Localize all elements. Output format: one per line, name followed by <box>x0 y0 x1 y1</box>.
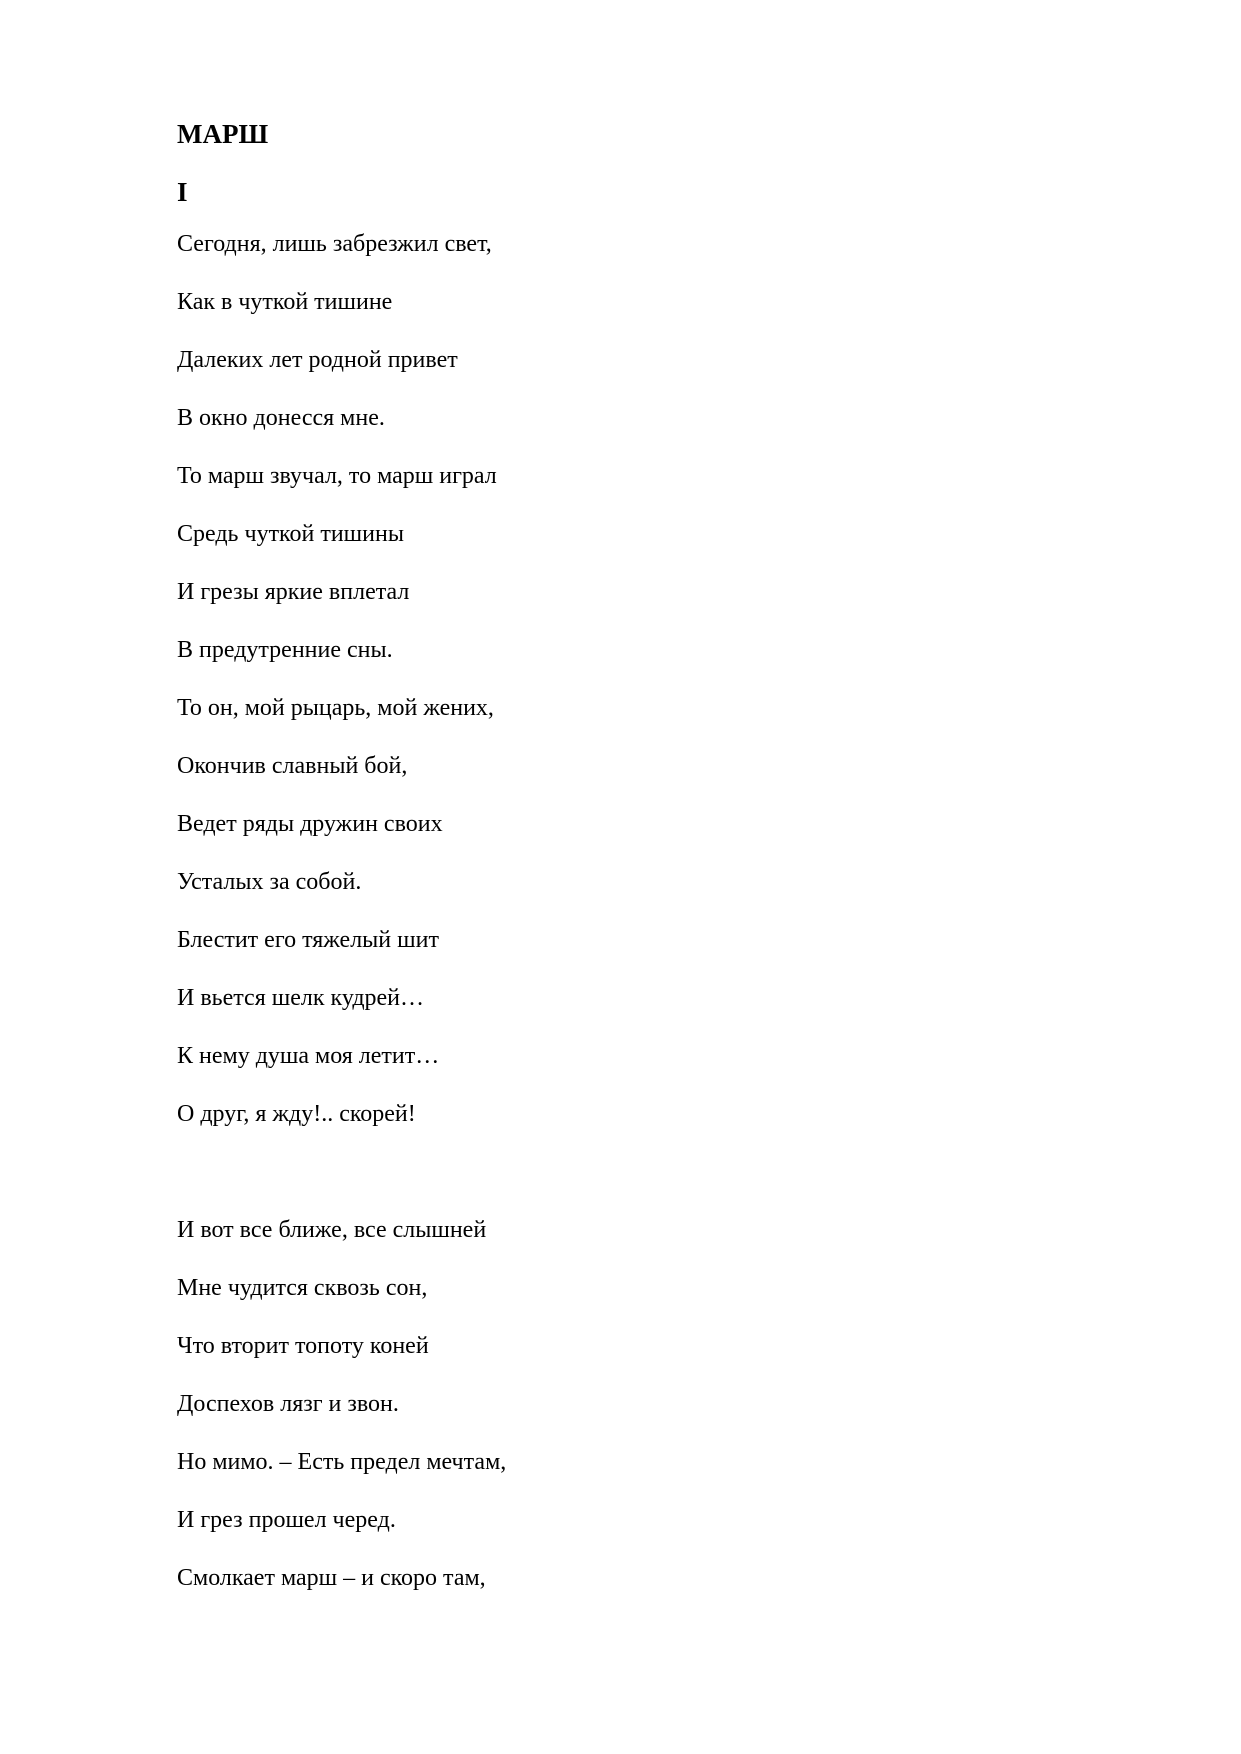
poem-line: И вьется шелк кудрей… <box>177 985 425 1011</box>
poem-line: Сегодня, лишь забрезжил свет, <box>177 231 492 257</box>
poem-line: То он, мой рыцарь, мой жених, <box>177 695 494 721</box>
poem-line: И грезы яркие вплетал <box>177 579 410 605</box>
poem-line: То марш звучал, то марш играл <box>177 463 497 489</box>
poem-line: И вот все ближе, все слышней <box>177 1217 487 1243</box>
poem-line: В предутренние сны. <box>177 637 393 663</box>
poem <box>177 118 1077 1620</box>
poem-line: Мне чудится сквозь сон, <box>177 1275 428 1301</box>
poem-line: О друг, я жду!.. скорей! <box>177 1101 416 1127</box>
poem-line: Но мимо. – Есть предел мечтам, <box>177 1449 507 1475</box>
poem-line: Блестит его тяжелый шит <box>177 927 439 953</box>
poem-line: Что вторит топоту коней <box>177 1333 429 1359</box>
poem-line: Средь чуткой тишины <box>177 521 404 547</box>
poem-line: Далеких лет родной привет <box>177 347 458 373</box>
poem-line: Смолкает марш – и скоро там, <box>177 1565 486 1591</box>
poem-line: К нему душа моя летит… <box>177 1043 440 1069</box>
stanza-2 <box>177 1214 1077 1594</box>
part-number: I <box>177 177 188 207</box>
poem-line: Усталых за собой. <box>177 869 362 895</box>
poem-line: В окно донесся мне. <box>177 405 385 431</box>
poem-line: Как в чуткой тишине <box>177 289 393 315</box>
poem-line: Ведет ряды дружин своих <box>177 811 443 837</box>
stanza-break <box>177 1156 1077 1214</box>
stanza-1 <box>177 228 1077 1130</box>
poem-line: Окончив славный бой, <box>177 753 408 779</box>
poem-title: МАРШ <box>177 119 269 149</box>
poem-line: И грез прошел черед. <box>177 1507 396 1533</box>
poem-line: Доспехов лязг и звон. <box>177 1391 399 1417</box>
